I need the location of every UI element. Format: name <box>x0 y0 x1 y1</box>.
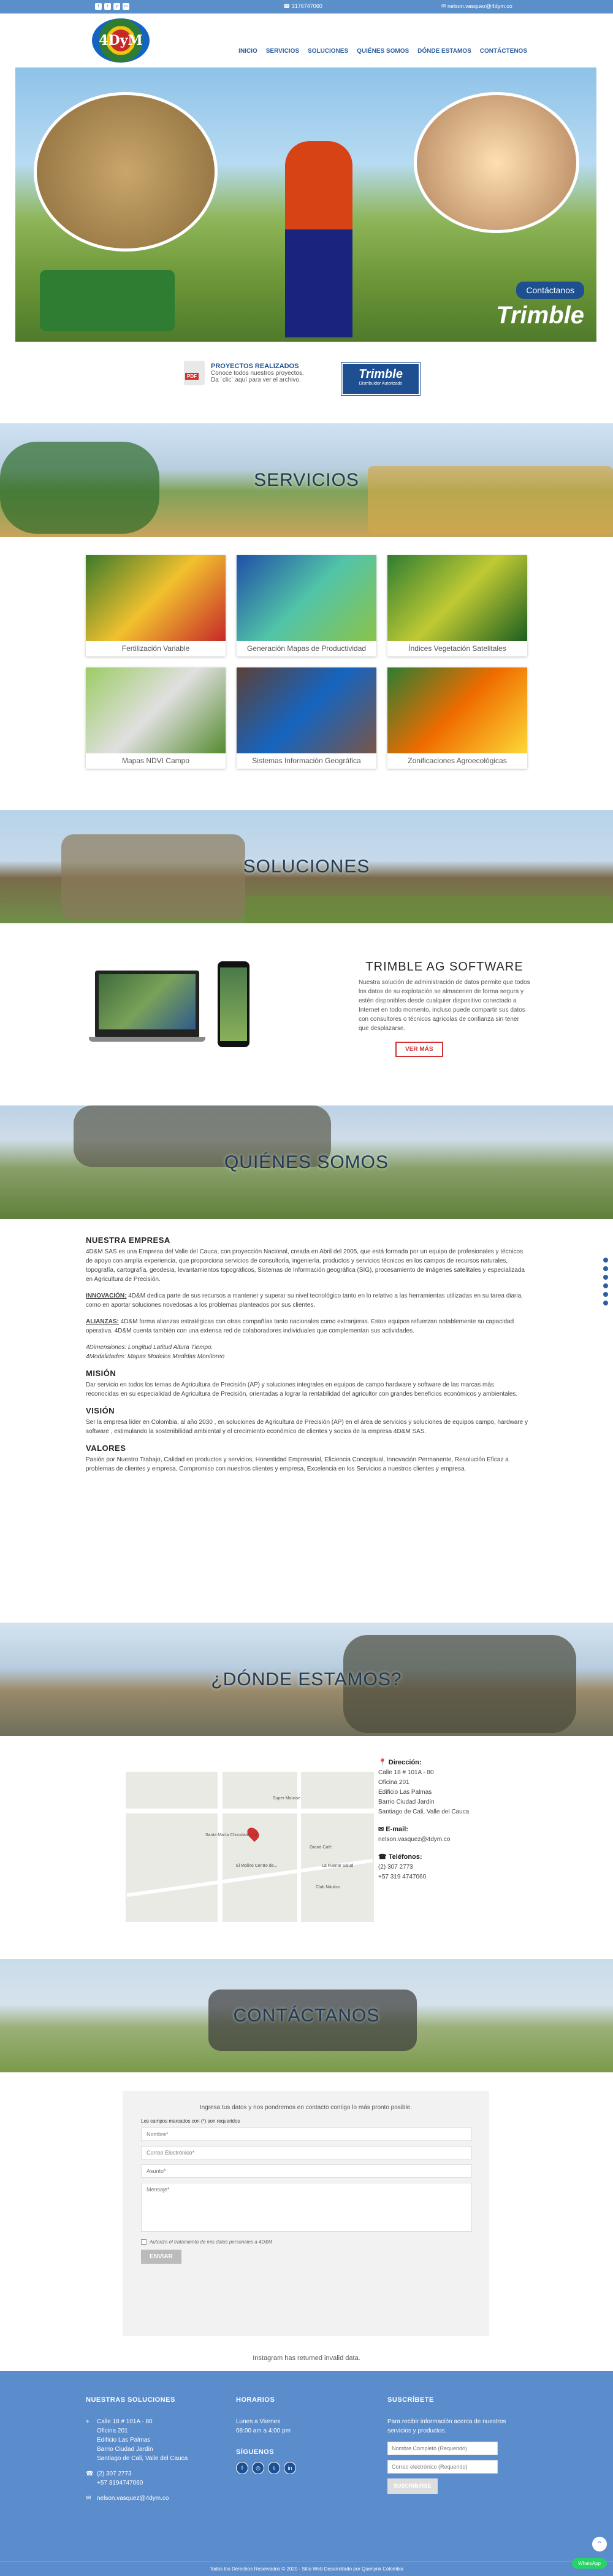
hero-office-image <box>414 92 579 233</box>
map-road <box>297 1772 301 1922</box>
service-caption: Mapas NDVI Campo <box>121 756 190 765</box>
phone-icon: ☎ <box>86 2470 94 2477</box>
projects-line1: Conoce todos nuestros proyectos. <box>211 370 304 377</box>
dot-nav-item[interactable] <box>603 1292 608 1297</box>
address-line: Santiago de Cali, Valle del Cauca <box>378 1809 470 1815</box>
top-phone[interactable]: ☎ 3176747060 <box>283 3 322 9</box>
footer-address-line: Santiago de Cali, Valle del Cauca <box>97 2455 188 2462</box>
map-label: Grand Café <box>310 1845 332 1850</box>
dimensions-paragraph <box>86 1343 528 1361</box>
footer-address-line: Calle 18 # 101A - 80 <box>97 2418 153 2425</box>
form-required-note: Los campos marcados con (*) son requeridos <box>141 2118 240 2124</box>
service-caption: Generación Mapas de Productividad <box>246 644 367 653</box>
software-title: TRIMBLE AG SOFTWARE <box>365 960 524 974</box>
hero-farmer-image <box>285 141 352 337</box>
linkedin-icon[interactable]: in <box>284 2462 296 2474</box>
contactanos-title: CONTÁCTANOS <box>233 2005 380 2026</box>
hero-banner <box>15 67 596 342</box>
service-image <box>86 667 226 753</box>
trimble-badge-name: Trimble <box>359 367 403 381</box>
footer-subscribe <box>387 2396 522 2494</box>
address-line: Oficina 201 <box>378 1779 409 1786</box>
footer-solutions-title: NUESTRAS SOLUCIONES <box>86 2396 175 2404</box>
facebook-icon[interactable]: f <box>95 3 102 10</box>
pdf-label: PDF <box>185 373 199 380</box>
vision-text: Ser la empresa líder en Colombia, al año 2030 , en soluciones de Agricultura de Precisión (AP) en el área de servicios y soluciones de equipos campo, hardware y software , estimulando la sostenibilidad ambiental y el crecimiento económico de clientes y socios de la empresa 4D&M SAS. <box>86 1419 528 1435</box>
quienes-banner <box>0 1105 613 1219</box>
nav-servicios[interactable]: SERVICIOS <box>265 48 300 55</box>
service-caption: Índices Vegetación Satelitales <box>408 644 506 653</box>
projects-line2: Da ´clic´ aquí para ver el archivo. <box>211 377 301 383</box>
twitter-icon[interactable]: t <box>104 3 111 10</box>
nav-soluciones[interactable]: SOLUCIONES <box>308 48 349 55</box>
banner-field-shape <box>245 896 613 923</box>
hero-brand: Trimble <box>496 302 584 329</box>
address-line: Edificio Las Palmas <box>378 1789 432 1796</box>
service-image <box>237 555 376 641</box>
software-description <box>359 960 530 1057</box>
services-grid <box>86 555 527 769</box>
dot-nav-item[interactable] <box>603 1275 608 1280</box>
valores-heading: VALORES <box>86 1444 126 1453</box>
service-image <box>237 667 376 753</box>
servicios-banner <box>0 423 613 537</box>
trimble-distributor-badge[interactable] <box>341 363 420 395</box>
dot-nav-item[interactable] <box>603 1301 608 1305</box>
address-heading: 📍 Dirección: <box>378 1759 422 1766</box>
service-card[interactable] <box>237 555 376 656</box>
copyright: Todos los Derechos Reservados © 2020 - Sitio Web Desarrollado por Quenynk Colombia <box>0 2561 613 2576</box>
laptop-image <box>95 971 199 1038</box>
service-card[interactable] <box>86 667 226 769</box>
map-label: Super Mousse <box>273 1796 301 1801</box>
innovacion-text: 4D&M dedica parte de sus recursos a mantener y superar su nivel tecnológico tanto en lo relativo a las herramientas utilizadas en su tarea diaria, como en aportar soluciones novedosas a los problemas planteados por sus clientes. <box>86 1293 523 1309</box>
form-intro: Ingresa tus datos y nos pondremos en contacto contigo lo más pronto posible. <box>199 2104 413 2111</box>
footer-social <box>236 2462 346 2474</box>
address-block <box>378 1758 482 1890</box>
footer-email-text[interactable]: nelson.vasquez@4dym.co <box>97 2495 169 2502</box>
footer-follow-title: SÍGUENOS <box>236 2448 275 2456</box>
service-card[interactable] <box>237 667 376 769</box>
section-dots-nav <box>603 1258 608 1305</box>
instagram-message: Instagram has returned invalid data. <box>253 2355 360 2362</box>
nav-contactenos[interactable]: CONTÁCTENOS <box>479 48 527 55</box>
alianzas-text: 4D&M forma alianzas estratégicas con otras compañías tanto nacionales como extranjeras. Estos equipos refuerzan notablemente su capacidad operativa. 4D&M cuenta también con una extensa red de colaboradores individuales que complementan sus actividades. <box>86 1318 514 1334</box>
donde-title: ¿DÓNDE ESTAMOS? <box>211 1669 402 1690</box>
innovacion-label: INNOVACIÓN: <box>86 1293 127 1299</box>
service-card[interactable] <box>387 667 527 769</box>
footer-subscribe-title: SUSCRÍBETE <box>387 2396 434 2404</box>
email-field[interactable] <box>141 2146 472 2159</box>
map-label: Club Náutico <box>316 1885 341 1890</box>
phone-heading-text: Teléfonos: <box>388 1853 422 1861</box>
consent-checkbox[interactable] <box>141 2239 147 2245</box>
subject-field[interactable] <box>141 2164 472 2178</box>
youtube-icon[interactable]: y <box>113 3 120 10</box>
contactanos-banner <box>0 1959 613 2072</box>
instagram-icon[interactable]: ◎ <box>252 2462 264 2474</box>
valores-text: Pasión por Nuestro Trabajo, Calidad en productos y servicios, Honestidad Empresarial, Eficiencia Conceptual, Innovación Permanente, Resolución Eficaz a problemas de clientes y empresa, Compromiso con nuestros clientes y empresa, Excelencia en los Servicios a nuestros clientes y empresa. <box>86 1456 509 1472</box>
hero-tractor-image <box>40 270 175 331</box>
subscribe-button[interactable]: SUSCRIBIRSE <box>387 2478 438 2494</box>
vision-heading: VISIÓN <box>86 1406 115 1415</box>
footer-phones <box>86 2469 221 2488</box>
main-nav <box>238 48 527 55</box>
address-phone[interactable]: +57 319 4747060 <box>378 1874 427 1880</box>
subscribe-email-field[interactable] <box>387 2460 498 2474</box>
soluciones-title: SOLUCIONES <box>243 856 370 877</box>
hours-time: 08:00 am a 4:00 pm <box>236 2428 291 2434</box>
nav-donde-estamos[interactable]: DÓNDE ESTAMOS <box>417 48 471 55</box>
social-links <box>95 3 129 10</box>
phone-image <box>218 961 249 1047</box>
dimensions-line: 4Dimensiones: Longitud Latitud Altura Tiempo. <box>86 1344 213 1351</box>
dot-nav-item[interactable] <box>603 1258 608 1263</box>
service-image <box>387 555 527 641</box>
banner-implement-shape <box>368 466 613 534</box>
top-email-text: nelson.vasquez@4dym.co <box>447 3 512 9</box>
service-caption: Sistemas Información Geográfica <box>252 756 361 765</box>
trimble-badge-sub: Distribuidor Autorizado <box>359 382 403 386</box>
footer-address-line: Oficina 201 <box>97 2428 128 2434</box>
header <box>0 13 613 67</box>
subscribe-text: Para recibir información acerca de nuestros servicios y productos. <box>387 2418 506 2434</box>
scroll-top-button[interactable]: ⌃ <box>592 2537 607 2551</box>
location-icon: ⌖ <box>86 2418 89 2425</box>
location-map[interactable] <box>126 1772 374 1922</box>
address-line: Calle 18 # 101A - 80 <box>378 1769 434 1776</box>
donde-banner <box>0 1623 613 1736</box>
service-card[interactable] <box>387 555 527 656</box>
banner-spreader-shape <box>61 834 245 920</box>
ver-mas-button[interactable]: VER MÁS <box>395 1042 443 1057</box>
footer-hours <box>236 2396 346 2474</box>
map-label: La Fuente Salud <box>322 1864 354 1868</box>
dot-nav-item[interactable] <box>603 1266 608 1271</box>
nav-inicio[interactable]: INICIO <box>238 48 257 55</box>
footer-address <box>86 2417 221 2463</box>
laptop-base <box>89 1037 205 1042</box>
map-label: Santa María Chocolate Cali <box>205 1833 258 1837</box>
subscribe-name-field[interactable] <box>387 2442 498 2455</box>
soluciones-banner <box>0 810 613 923</box>
top-phone-text: 3176747060 <box>291 3 322 9</box>
nav-quienes-somos[interactable]: QUIÉNES SOMOS <box>357 48 409 55</box>
logo[interactable]: 4DyM <box>92 18 150 63</box>
address-heading-text: Dirección: <box>388 1759 422 1766</box>
address-email[interactable]: nelson.vasquez@4dym.co <box>378 1836 451 1843</box>
contact-form <box>123 2091 489 2336</box>
service-caption: Zonificaciones Agroecológicas <box>408 756 507 765</box>
alianzas-label: ALIANZAS: <box>86 1318 119 1325</box>
innovacion-paragraph <box>86 1291 528 1310</box>
phone-heading: ☎ Teléfonos: <box>378 1853 422 1861</box>
footer-hours-title: HORARIOS <box>236 2396 275 2404</box>
service-image <box>86 555 226 641</box>
facebook-icon[interactable]: f <box>236 2462 248 2474</box>
dot-nav-item[interactable] <box>603 1283 608 1288</box>
consent-label: Autorizo el tratamiento de mis datos personales a 4D&M <box>150 2239 273 2245</box>
address-phone[interactable]: (2) 307 2773 <box>378 1864 413 1870</box>
email-heading: ✉ E-mail: <box>378 1826 408 1833</box>
twitter-icon[interactable]: t <box>268 2462 280 2474</box>
hero-contact-button[interactable]: Contáctanos <box>516 282 584 299</box>
footer-email <box>86 2494 221 2503</box>
email-icon: ✉ <box>86 2495 91 2502</box>
address-line: Barrio Ciudad Jardín <box>378 1799 435 1805</box>
consent-row[interactable] <box>141 2239 489 2245</box>
send-button[interactable]: ENVIAR <box>141 2250 181 2264</box>
service-caption: Fertilización Variable <box>121 644 190 653</box>
footer-phone[interactable]: +57 3194747060 <box>97 2480 143 2486</box>
servicios-title: SERVICIOS <box>254 469 359 490</box>
linkedin-icon[interactable]: in <box>123 3 129 10</box>
hours-days: Lunes a Viernes <box>236 2418 281 2425</box>
service-image <box>387 667 527 753</box>
footer <box>0 2371 613 2561</box>
empresa-text: 4D&M SAS es una Empresa del Valle del Cauca, con proyección Nacional, creada en Abril del 2005, que está formada por un equipo de profesionales y técnicos de apoyo con amplia experiencia, que proporciona servicios de consultoría, ingeniería, productos y servicios técnicos en los campos de recursos naturales, topografía, cartografía, geodesia, levantamientos topográficos, Sistemas de Información geográfica (SIG), procesamiento de imágenes satelitales y especializada en Agricultura de Precisión. <box>86 1248 525 1283</box>
name-field[interactable] <box>141 2128 472 2141</box>
footer-phone[interactable]: (2) 307 2773 <box>97 2470 132 2477</box>
map-road <box>126 1809 374 1813</box>
alianzas-paragraph <box>86 1317 528 1336</box>
mision-text: Dar servicio en todos los temas de Agricultura de Precisión (AP) y soluciones integrales en equipos de campo hardware y software de las marcas más reconocidas en su especialidad de Agricultura de Precisión, orientadas a lograr la rentabilidad del agricultor con grandes beneficios económicos y ambientales. <box>86 1382 518 1398</box>
email-heading-text: E-mail: <box>386 1826 408 1833</box>
service-card[interactable] <box>86 555 226 656</box>
footer-address-line: Barrio Ciudad Jardín <box>97 2446 153 2453</box>
message-field[interactable] <box>141 2183 472 2232</box>
footer-address-line: Edificio Las Palmas <box>97 2437 151 2443</box>
software-devices-image <box>95 961 248 1050</box>
mision-heading: MISIÓN <box>86 1369 116 1378</box>
banner-tractor-shape <box>0 442 159 534</box>
pdf-icon <box>184 361 205 385</box>
modalities-line: 4Modalidades: Mapas Modelos Medidas Monitoreo <box>86 1353 225 1360</box>
footer-solutions <box>86 2396 221 2509</box>
map-road <box>218 1772 223 1922</box>
projects-title: PROYECTOS REALIZADOS <box>211 363 299 370</box>
about-section <box>86 1232 528 1481</box>
quienes-title: QUIÉNES SOMOS <box>224 1152 389 1172</box>
top-email[interactable]: ✉ nelson.vasquez@4dym.co <box>441 3 512 9</box>
top-bar <box>0 0 613 13</box>
projects-link[interactable] <box>184 361 304 385</box>
map-label: El Molino Centro de... <box>236 1864 278 1868</box>
software-body: Nuestra solución de administración de datos permite que todos los datos de su explotación se almacenen de forma segura y estén disponibles desde cualquier dispositivo conectado a Internet en todo momento, incluso puede compartir sus datos con consultores o técnicos agrícolas de confianza sin tener que desplazarse. <box>359 979 530 1032</box>
hero-cab-image <box>34 92 218 252</box>
whatsapp-button[interactable]: WhatsApp <box>572 2558 607 2569</box>
empresa-heading: NUESTRA EMPRESA <box>86 1236 170 1245</box>
